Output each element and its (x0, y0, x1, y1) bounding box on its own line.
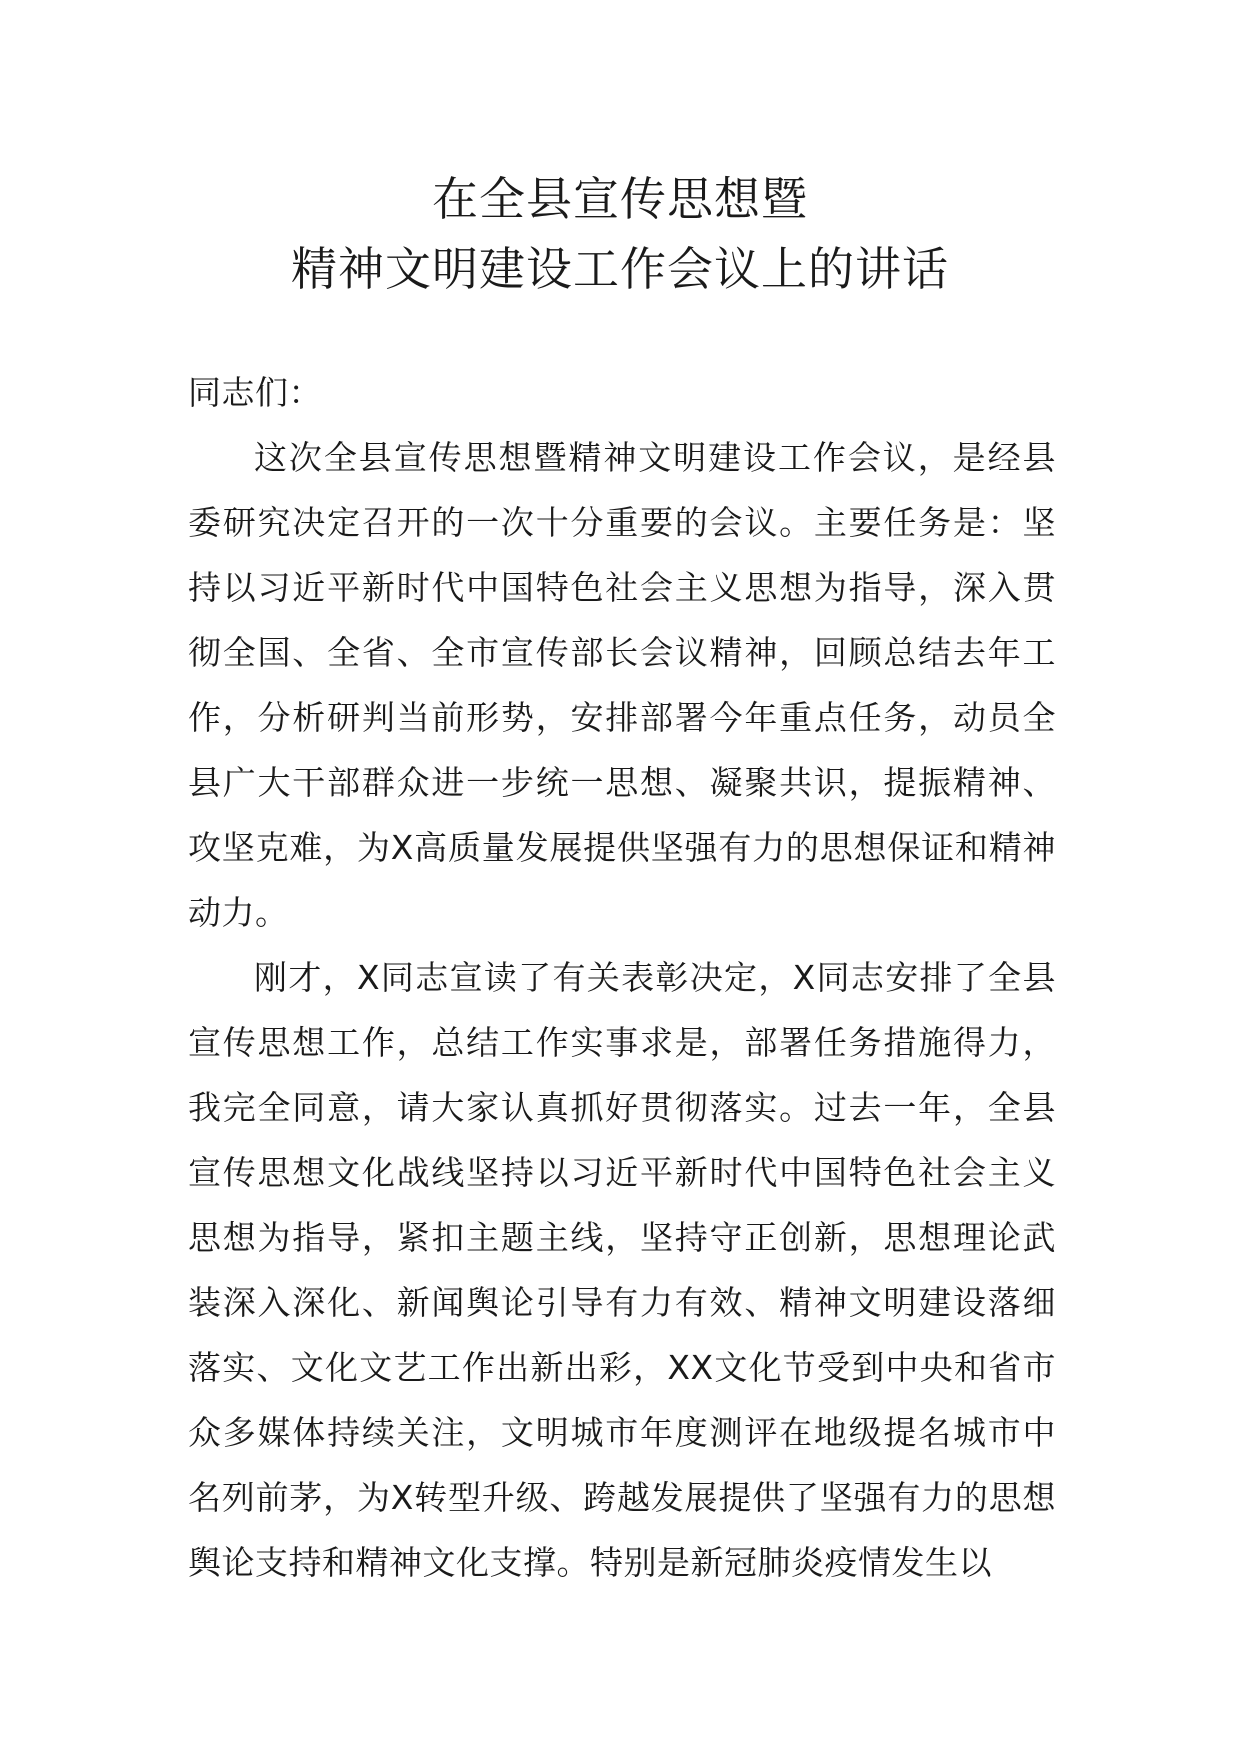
document-title (0, 164, 1240, 304)
paragraph-1: 这次全县宣传思想暨精神文明建设工作会议，是经县委研究决定召开的一次十分重要的会议。主要任务是：坚持以习近平新时代中国特色社会主义思想为指导，深入贯彻全国、全省、全市宣传部长会议精神，回顾总结去年工作，分析研判当前形势，安排部署今年重点任务，动员全县广大干部群众进一步统一思想、凝聚共识，提振精神、攻坚克难，为X高质量发展提供坚强有力的思想保证和精神动力。 (188, 438, 1056, 932)
document-body (188, 360, 1056, 1595)
salutation: 同志们： (188, 373, 322, 412)
paragraph-2: 刚才，X同志宣读了有关表彰决定，X同志安排了全县宣传思想工作，总结工作实事求是，部署任务措施得力，我完全同意，请大家认真抓好贯彻落实。过去一年，全县宣传思想文化战线坚持以习近平新时代中国特色社会主义思想为指导，紧扣主题主线，坚持守正创新，思想理论武装深入深化、新闻舆论引导有力有效、精神文明建设落细落实、文化文艺工作出新出彩，XX文化节受到中央和省市众多媒体持续关注，文明城市年度测评在地级提名城市中名列前茅，为X转型升级、跨越发展提供了坚强有力的思想舆论支持和精神文化支撑。特别是新冠肺炎疫情发生以 (188, 958, 1056, 1582)
title-line-2: 精神文明建设工作会议上的讲话 (291, 242, 949, 296)
title-line-1: 在全县宣传思想暨 (432, 172, 808, 226)
